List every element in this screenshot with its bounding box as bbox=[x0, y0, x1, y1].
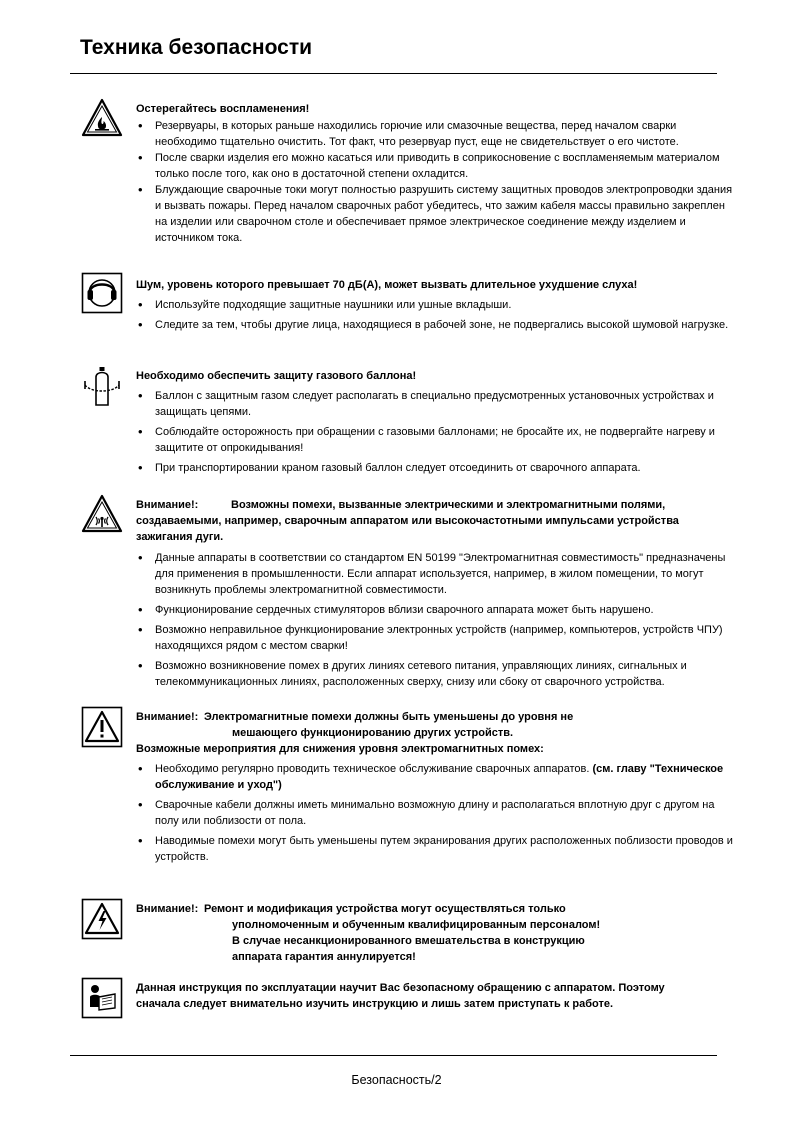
bullet-list bbox=[136, 388, 736, 476]
bullet-list bbox=[136, 297, 736, 333]
list-item: • Сварочные кабели должны иметь минимально возможную длину и располагаться вплотную друг с другом на полу или поблизости от пола. bbox=[136, 797, 736, 829]
section-heading-continued: мешающего функционированию других устройств. bbox=[232, 727, 514, 739]
list-item: • После сварки изделия его можно касаться или приводить в соприкосновение с воспламеняемым материалом только после того, как оно в достаточной степени охладится. bbox=[136, 150, 736, 182]
ear-protection-icon bbox=[81, 272, 123, 314]
list-item: • Соблюдайте осторожность при обращении с газовыми баллонами; не бросайте их, не подвергайте нагреву и защитите от опрокидывания! bbox=[136, 424, 736, 456]
read-manual-icon bbox=[81, 977, 123, 1019]
section-repair bbox=[136, 901, 736, 965]
section-heading: Шум, уровень которого превышает 70 дБ(А), может вызвать длительное ухудшение слуха! bbox=[136, 279, 638, 291]
bullet-list bbox=[136, 761, 736, 865]
section-subheading: Возможные мероприятия для снижения уровня электромагнитных помех: bbox=[136, 743, 544, 755]
bullet-list bbox=[136, 118, 736, 246]
electric-shock-warning-icon bbox=[81, 898, 123, 940]
section-text-continued: В случае несанкционированного вмешательства в конструкцию bbox=[232, 935, 585, 947]
list-item: • Возможно возникновение помех в других линиях сетевого питания, управляющих линиях, сигнальных и телекоммуникационных линиях, расположенных сверху, снизу или сбоку от сварочного устройства. bbox=[136, 658, 736, 690]
footer-divider bbox=[70, 1055, 717, 1056]
section-heading-continued: создаваемыми, например, сварочным аппаратом или высокочастотными импульсами устройства bbox=[136, 515, 679, 527]
chapter-reference: (см. главу "Техническое обслуживание и уход") bbox=[155, 763, 724, 791]
section-interference bbox=[136, 709, 736, 869]
warning-label: Внимание!: bbox=[136, 903, 199, 915]
section-gas-cylinder bbox=[136, 368, 736, 480]
list-item: • Возможно неправильное функционирование электронных устройств (например, компьютеров, устройств ЧПУ) находящихся рядом с местом сварки! bbox=[136, 622, 736, 654]
radiation-warning-icon bbox=[81, 493, 123, 535]
warning-label: Внимание!: bbox=[136, 711, 199, 723]
list-item: • Блуждающие сварочные токи могут полностью разрушить систему защитных проводов электропроводки здания и вызвать пожары. Перед началом сварочных работ убедитесь, что зажим кабеля массы правильно закреплен на изделии или сварочном столе и обеспечивает прямое электрическое соединение между изделием и источником тока. bbox=[136, 182, 736, 246]
header-divider bbox=[70, 73, 717, 74]
list-item: • Данные аппараты в соответствии со стандартом EN 50199 "Электромагнитная совместимость" предназначены для применения в промышленности. Если аппарат используется, например, в жилом помещении, то могут возникнуть проблемы электромагнитной совместимости. bbox=[136, 550, 736, 598]
list-item: • Резервуары, в которых раньше находились горючие или смазочные вещества, перед началом сварки необходимо тщательно очистить. Тот факт, что резервуар пуст, еще не свидетельствует о его чистоте. bbox=[136, 118, 736, 150]
list-item bbox=[136, 761, 736, 793]
exclamation-warning-icon bbox=[81, 706, 123, 748]
list-item: • Функционирование сердечных стимуляторов вблизи сварочного аппарата может быть нарушено. bbox=[136, 602, 736, 618]
section-text-continued: уполномоченным и обученным квалифицированным персоналом! bbox=[232, 919, 601, 931]
list-item-text: Необходимо регулярно проводить техническое обслуживание сварочных аппаратов. bbox=[155, 763, 590, 775]
list-item: • Используйте подходящие защитные наушники или ушные вкладыши. bbox=[136, 297, 736, 313]
list-item: • Наводимые помехи могут быть уменьшены путем экранирования других расположенных поблизости проводов и устройств. bbox=[136, 833, 736, 865]
page-footer: Безопасность/2 bbox=[351, 1073, 442, 1087]
section-text-continued: аппарата гарантия аннулируется! bbox=[232, 951, 416, 963]
section-text: Данная инструкция по эксплуатации научит Вас безопасному обращению с аппаратом. Поэтому сначала следует внимательно изучить инструкцию и лишь затем приступать к работе. bbox=[136, 982, 665, 1010]
section-electromagnetic bbox=[136, 497, 736, 694]
section-noise bbox=[136, 277, 736, 337]
bullet-list bbox=[136, 550, 736, 690]
page-title: Техника безопасности bbox=[80, 36, 313, 59]
list-item: • При транспортировании краном газовый баллон следует отсоединить от сварочного аппарата. bbox=[136, 460, 736, 476]
section-heading: Возможны помехи, вызванные электрическими и электромагнитными полями, bbox=[231, 499, 666, 511]
section-heading: Электромагнитные помехи должны быть уменьшены до уровня не bbox=[204, 711, 574, 723]
section-flammability bbox=[136, 101, 736, 246]
section-text: Ремонт и модификация устройства могут осуществляться только bbox=[204, 903, 566, 915]
section-heading-continued: зажигания дуги. bbox=[136, 531, 224, 543]
gas-cylinder-icon bbox=[81, 365, 123, 407]
flammable-warning-icon bbox=[81, 97, 123, 139]
list-item: • Следите за тем, чтобы другие лица, находящиеся в рабочей зоне, не подвергались высокой шумовой нагрузке. bbox=[136, 317, 736, 333]
section-heading: Остерегайтесь воспламенения! bbox=[136, 103, 310, 115]
warning-label: Внимание!: bbox=[136, 499, 199, 511]
section-manual bbox=[136, 980, 676, 1012]
list-item: • Баллон с защитным газом следует располагать в специально предусмотренных установочных устройствах и защищать цепями. bbox=[136, 388, 736, 420]
section-heading: Необходимо обеспечить защиту газового баллона! bbox=[136, 370, 417, 382]
